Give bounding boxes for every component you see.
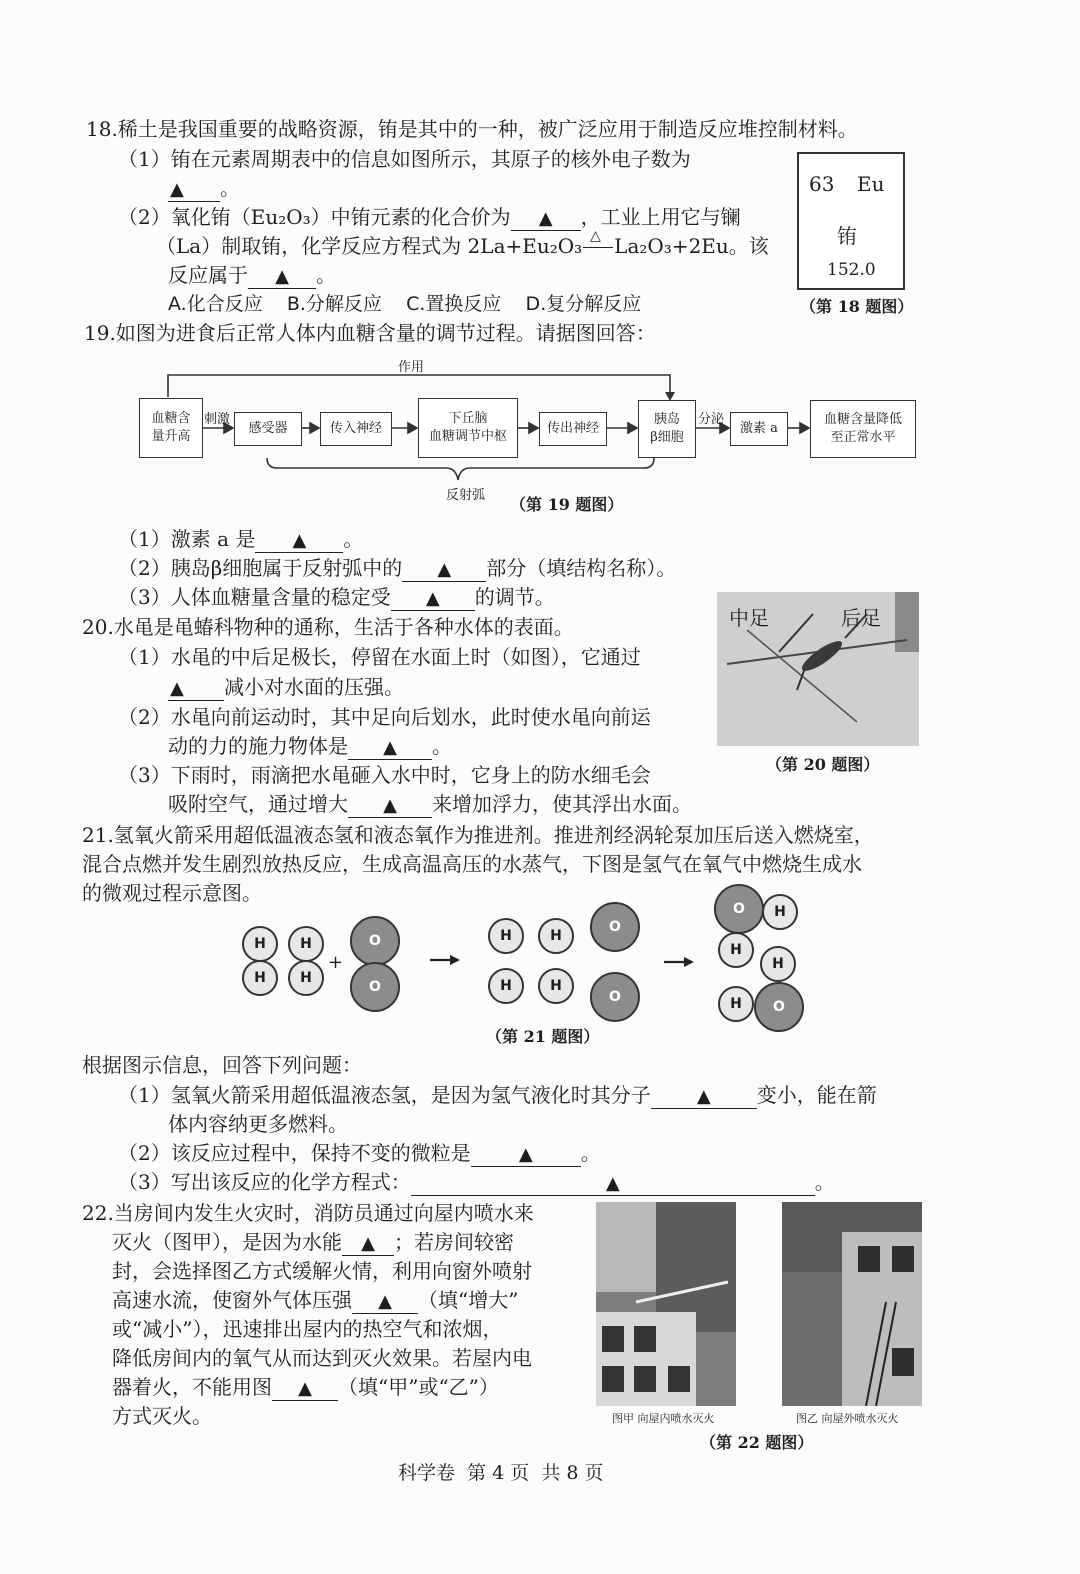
- hydrogen-atom: H: [488, 918, 524, 954]
- element-symbol: Eu: [857, 172, 885, 196]
- text: （3）写出该反应的化学方程式：: [118, 1170, 411, 1194]
- fire-photo-b-drawing: [782, 1202, 922, 1406]
- answer-mark: ▲: [361, 1233, 375, 1254]
- rear-leg-label: 后足: [841, 606, 881, 630]
- q22-line1: 22.当房间内发生火灾时，消防员通过向屋内喷水来: [82, 1201, 534, 1225]
- q20-part3-line1: （3）下雨时，雨滴把水黾砸入水中时，它身上的防水细毛会: [118, 763, 651, 787]
- hydrogen-atom: H: [538, 968, 574, 1004]
- answer-mark: ▲: [170, 678, 184, 699]
- q22-blank2[interactable]: [352, 1289, 418, 1314]
- answer-mark: ▲: [170, 179, 184, 200]
- hydrogen-atom: H: [762, 894, 798, 930]
- q22-blank1[interactable]: [342, 1231, 394, 1256]
- q22-line7: [112, 1374, 499, 1401]
- q19-part1: [118, 526, 363, 553]
- box-receptor: 感受器: [234, 412, 302, 446]
- q19-part2: [118, 555, 676, 582]
- q18-part2-reaction-blank[interactable]: [248, 264, 316, 289]
- answer-mark: ▲: [298, 1378, 312, 1399]
- text: La₂O₃+2Eu。该: [614, 234, 769, 258]
- box-afferent-nerve: 传入神经: [320, 412, 392, 446]
- fire-photo-a-caption: 图甲 向屋内喷水灭火: [612, 1412, 715, 1425]
- heat-icon: △: [590, 228, 601, 244]
- box-blood-sugar-rise: 血糖含 量升高: [139, 398, 203, 458]
- q22-blank3[interactable]: [272, 1376, 338, 1401]
- q18-stem: 18.稀土是我国重要的战略资源，铕是其中的一种，被广泛应用于制造反应堆控制材料。: [86, 117, 858, 141]
- answer-mark: ▲: [292, 530, 307, 551]
- text: 吸附空气，通过增大: [168, 792, 348, 816]
- fire-photo-b: [782, 1202, 922, 1406]
- q20-part2-blank[interactable]: [348, 735, 432, 760]
- box-hypothalamus: 下丘脑 血糖调节中枢: [418, 398, 518, 458]
- punct: 。: [220, 176, 240, 200]
- element-card: [797, 152, 905, 290]
- text: （La）制取铕，化学反应方程式为 2La+Eu₂O₃: [156, 234, 583, 258]
- q20-part3-line2: [168, 791, 692, 818]
- q21-stem-line2: 混合点燃并发生剧烈放热反应，生成高温高压的水蒸气，下图是氢气在氧气中燃烧生成水: [82, 852, 862, 876]
- q18-part2-answer-blank[interactable]: [511, 206, 581, 231]
- text: 器着火，不能用图: [112, 1375, 272, 1399]
- q22-caption: （第 22 题图）: [700, 1433, 814, 1452]
- hydrogen-atom: H: [760, 946, 796, 982]
- blood-sugar-diagram: [136, 350, 926, 510]
- oxygen-atom: O: [350, 916, 400, 966]
- q18-part1-answer[interactable]: [168, 175, 240, 202]
- oxygen-atom: O: [350, 962, 400, 1012]
- text: 反应属于: [168, 263, 248, 287]
- text: 高速水流，使窗外气体压强: [112, 1288, 352, 1312]
- hydrogen-atom: H: [288, 960, 324, 996]
- q18-part2-line1: [118, 204, 741, 231]
- fire-photo-b-caption: 图乙 向屋外喷水灭火: [796, 1412, 899, 1425]
- q19-part2-blank[interactable]: [402, 557, 486, 582]
- text: 。: [432, 734, 452, 758]
- text: （2）氧化铕（Eu₂O₃）中铕元素的化合价为: [118, 205, 511, 229]
- q18-part2-line3: [168, 262, 336, 289]
- oxygen-atom: O: [590, 972, 640, 1022]
- box-blood-sugar-normal: 血糖含量降低 至正常水平: [810, 400, 916, 458]
- text: ；若房间较密: [394, 1230, 514, 1254]
- text: 。: [580, 1141, 601, 1165]
- oxygen-atom: O: [714, 884, 764, 934]
- q19-part3: [118, 584, 555, 611]
- text: 。: [814, 1170, 835, 1194]
- q19-stem: 19.如图为进食后正常人体内血糖含量的调节过程。请据图回答：: [84, 321, 656, 345]
- hydrogen-atom: H: [718, 986, 754, 1022]
- answer-mark: ▲: [437, 559, 452, 580]
- q21-part1-line1: [118, 1082, 877, 1109]
- diagram-label-reflex-arc: 反射弧: [446, 488, 486, 503]
- q20-part1-line1: （1）水黾的中后足极长，停留在水面上时（如图），它通过: [118, 645, 641, 669]
- answer-mark: ▲: [383, 795, 397, 816]
- hydrogen-atom: H: [242, 926, 278, 962]
- q20-part2-line1: （2）水黾向前运动时，其中足向后划水，此时使水黾向前运: [118, 705, 651, 729]
- answer-mark: ▲: [605, 1173, 620, 1194]
- q18-part1: （1）铕在元素周期表中的信息如图所示，其原子的核外电子数为: [118, 147, 691, 171]
- plus-sign: +: [328, 952, 344, 973]
- q22-line3: 封，会选择图乙方式缓解火情，利用向窗外喷射: [112, 1259, 532, 1283]
- q22-line5: 或“减小”），迅速排出屋内的热空气和浓烟，: [112, 1317, 503, 1341]
- text: 变小，能在箭: [756, 1083, 877, 1107]
- element-name: 铕: [837, 224, 857, 248]
- mid-leg-label: 中足: [729, 606, 769, 630]
- text: 动的力的施力物体是: [168, 734, 348, 758]
- fire-photo-a: [596, 1202, 736, 1406]
- answer-mark: ▲: [383, 737, 397, 758]
- answer-mark: ▲: [378, 1291, 392, 1312]
- fire-photo-a-drawing: [596, 1202, 736, 1406]
- text: 部分（填结构名称）。: [486, 556, 677, 580]
- q18-options: A.化合反应 B.分解反应 C.置换反应 D.复分解反应: [168, 293, 642, 315]
- text: （2）该反应过程中，保持不变的微粒是: [118, 1141, 471, 1165]
- q22-line4: [112, 1287, 518, 1314]
- q20-part1-blank[interactable]: [168, 676, 224, 701]
- text: （填“增大”: [418, 1288, 519, 1312]
- text: 灭火（图甲），是因为水能: [112, 1230, 342, 1254]
- text: （填“甲”或“乙”）: [338, 1375, 499, 1399]
- answer-mark: ▲: [696, 1086, 711, 1107]
- box-islet-beta-cell: 胰岛 β细胞: [638, 400, 696, 458]
- q19-caption: （第 19 题图）: [510, 495, 624, 514]
- text: （1）氢氧火箭采用超低温液态氢，是因为氢气液化时其分子: [118, 1083, 651, 1107]
- text: ，工业上用它与镧: [580, 205, 741, 229]
- text: （3）人体血糖量含量的稳定受: [118, 585, 391, 609]
- q18-part2-line2: [156, 228, 769, 259]
- diagram-label-action: 作用: [398, 360, 425, 375]
- hydrogen-atom: H: [488, 968, 524, 1004]
- q22-line2: [112, 1229, 514, 1256]
- box-efferent-nerve: 传出神经: [539, 412, 607, 446]
- q21-part3: [118, 1169, 835, 1196]
- oxygen-atom: O: [590, 902, 640, 952]
- answer-mark: ▲: [518, 1144, 533, 1165]
- answer-mark: ▲: [425, 588, 440, 609]
- q20-caption: （第 20 题图）: [766, 755, 880, 774]
- q20-part1-line2: [168, 674, 404, 701]
- answer-mark: ▲: [538, 208, 553, 229]
- q21-caption: （第 21 题图）: [486, 1027, 600, 1046]
- q19-part3-blank[interactable]: [391, 586, 475, 611]
- text: （1）激素 a 是: [118, 527, 256, 551]
- q20-part2-line2: [168, 733, 452, 760]
- q20-part3-blank[interactable]: [348, 793, 432, 818]
- oxygen-atom: O: [754, 982, 804, 1032]
- diagram-label-stimulate: 刺激: [204, 412, 231, 427]
- q21-part1-blank[interactable]: [651, 1084, 757, 1109]
- answer-mark: ▲: [275, 266, 289, 287]
- text: 的调节。: [474, 585, 555, 609]
- q22-line8: 方式灭火。: [112, 1404, 212, 1428]
- hydrogen-atom: H: [718, 932, 754, 968]
- q21-stem-line1: 21.氢氧火箭采用超低温液态氢和液态氧作为推进剂。推进剂经涡轮泵加压后送入燃烧室，: [82, 823, 874, 847]
- q21-part3-blank[interactable]: [411, 1171, 815, 1196]
- q22-line6: 降低房间内的氧气从而达到灭火效果。若屋内电: [112, 1346, 532, 1370]
- hydrogen-atom: H: [538, 918, 574, 954]
- text: 。: [343, 527, 364, 551]
- q20-stem: 20.水黾是黾蝽科物种的通称，生活于各种水体的表面。: [82, 615, 574, 639]
- diagram-label-secrete: 分泌: [698, 412, 725, 427]
- hydrogen-atom: H: [242, 960, 278, 996]
- atomic-mass: 152.0: [827, 260, 876, 280]
- box-hormone-a: 激素 a: [730, 412, 788, 446]
- text: 减小对水面的压强。: [224, 675, 404, 699]
- text: 。: [316, 263, 336, 287]
- hydrogen-atom: H: [288, 926, 324, 962]
- atomic-number: 63: [809, 172, 835, 196]
- q18-caption: （第 18 题图）: [800, 297, 914, 316]
- page-footer: 科学卷 第 4 页 共 8 页: [398, 1462, 604, 1484]
- reaction-micro-diagram: [240, 880, 820, 1030]
- text: （2）胰岛β细胞属于反射弧中的: [118, 556, 403, 580]
- text: 来增加浮力，使其浮出水面。: [432, 792, 692, 816]
- q21-part2-blank[interactable]: [471, 1142, 581, 1167]
- q21-part1-line2: 体内容纳更多燃料。: [168, 1112, 348, 1136]
- q21-intro: 根据图示信息，回答下列问题：: [82, 1053, 362, 1077]
- water-strider-photo: [717, 592, 919, 746]
- q21-part2: [118, 1140, 601, 1167]
- q21-stem-line3: 的微观过程示意图。: [82, 881, 262, 905]
- heat-condition: [582, 228, 614, 259]
- q19-part1-blank[interactable]: [255, 528, 343, 553]
